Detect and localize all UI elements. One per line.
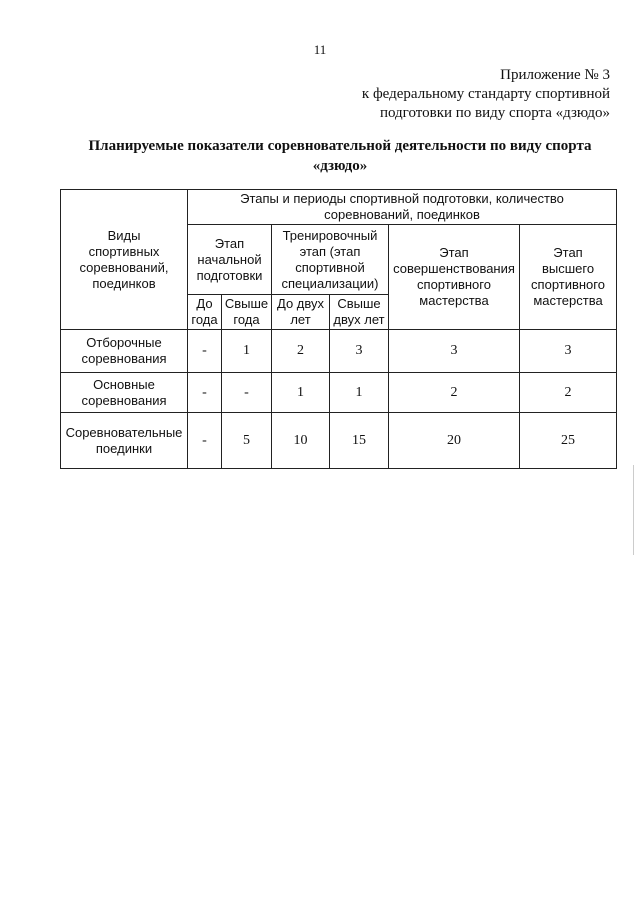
appendix-line: подготовки по виду спорта «дзюдо» (379, 105, 610, 121)
title-line: «дзюдо» (312, 158, 368, 174)
table-cell: - (188, 413, 222, 469)
table-cell: 2 (520, 373, 617, 413)
row-label: Соревновательные поединки (61, 413, 188, 469)
table-cell: 10 (272, 413, 330, 469)
row-label: Основные соревнования (61, 373, 188, 413)
group-header-cell: Этапы и периоды спортивной подготовки, количество соревнований, поединков (188, 190, 617, 225)
table-cell: 15 (330, 413, 389, 469)
table-cell: 3 (330, 330, 389, 373)
table-cell: 3 (520, 330, 617, 373)
period-training-1-header: До двух лет (272, 295, 330, 330)
stage-initial-header: Этап начальной подготовки (188, 225, 272, 295)
table-cell: - (188, 330, 222, 373)
stage-training-header: Тренировочный этап (этап спортивной специализации) (272, 225, 389, 295)
page-number: 11 (313, 42, 327, 57)
competition-indicators-table (60, 189, 617, 469)
table-cell: 1 (222, 330, 272, 373)
table-row (61, 413, 617, 469)
table-row (61, 330, 617, 373)
appendix-line: Приложение № 3 (500, 67, 610, 83)
table-cell: 25 (520, 413, 617, 469)
row-header-cell: Виды спортивных соревнований, поединков (61, 190, 188, 330)
table-cell: 3 (389, 330, 520, 373)
period-initial-1-header: До года (188, 295, 222, 330)
title-line: Планируемые показатели соревновательной деятельности по виду спорта (88, 138, 592, 154)
appendix-line: к федеральному стандарту спортивной (361, 86, 610, 102)
row-label: Отборочные соревнования (61, 330, 188, 373)
table-cell: 1 (272, 373, 330, 413)
table-row (61, 373, 617, 413)
stage-highest-header: Этап высшего спортивного мастерства (520, 225, 617, 330)
period-training-2-header: Свыше двух лет (330, 295, 389, 330)
table-cell: 1 (330, 373, 389, 413)
table-cell: - (188, 373, 222, 413)
table-cell: - (222, 373, 272, 413)
table-cell: 5 (222, 413, 272, 469)
table-cell: 2 (272, 330, 330, 373)
appendix-note (250, 66, 610, 123)
period-initial-2-header: Свыше года (222, 295, 272, 330)
document-title (60, 136, 620, 176)
scan-edge-mark (633, 465, 634, 555)
table-cell: 2 (389, 373, 520, 413)
stage-improvement-header: Этап совершенствования спортивного мастерства (389, 225, 520, 330)
table-cell: 20 (389, 413, 520, 469)
